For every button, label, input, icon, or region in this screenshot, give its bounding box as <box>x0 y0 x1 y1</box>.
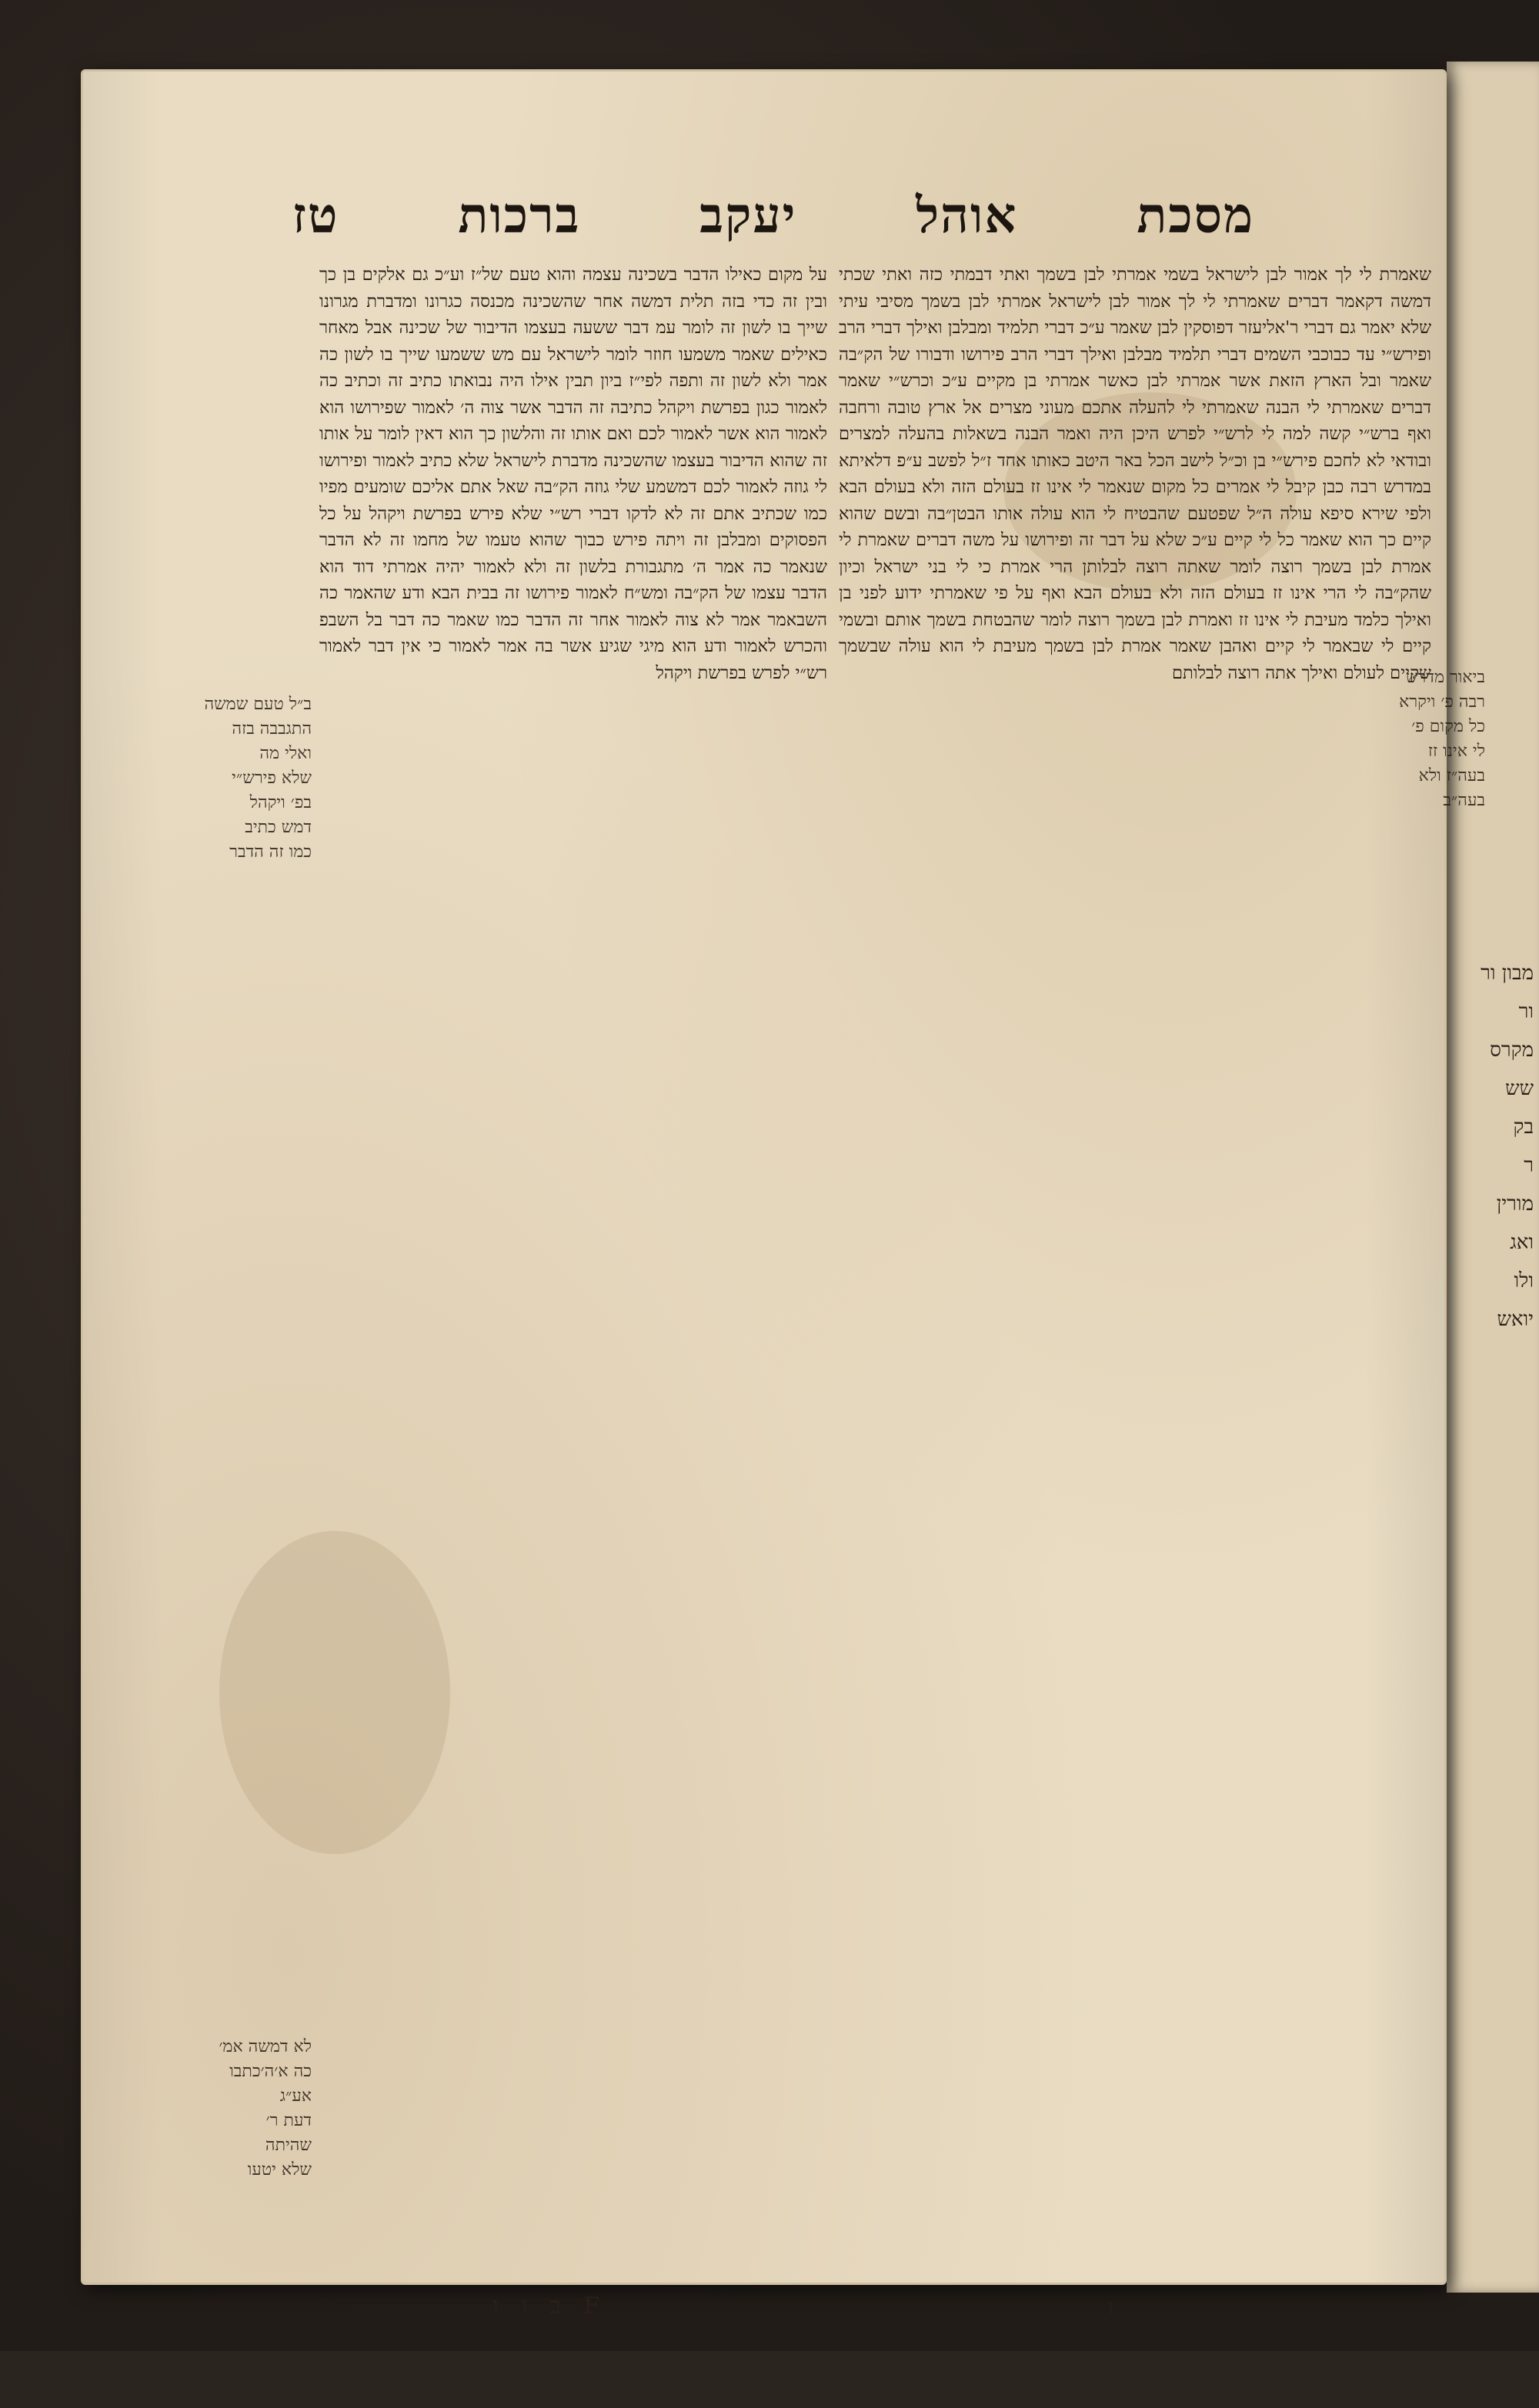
header-word-yaakov: יעקב <box>699 186 797 245</box>
header-word-ohel: אוהל <box>916 186 1018 245</box>
margin-note-right: ביאור מדרש רבה פ׳ ויקרא כל מקום פ׳ לי אינו זז בעה״ז ולא בעה״ב <box>1399 668 1485 810</box>
margin-note-left-bottom: לא דמשה אמ׳ כה א׳ה׳כתבו אע״ג דעת ר׳ שהיתה שלא יטעו <box>219 2037 312 2180</box>
right-text-column <box>839 262 1431 2408</box>
middle-text-column <box>319 262 827 2393</box>
middle-column-text: על מקום כאילו הדבר בשכינה עצמה והוא טעם של״ז וע״כ גם אלקים בן כך ובין זה כדי בזה תלית דמשה אחר שהשכינה מכנסה כגרונו ומדברת מגרונו שייך בו לשון זה לומר עמ דבר ששעה בעצמו הדיבור של שכינה אבל מאחר כאילים שאמר משמעו חוזר לומר לישראל עם מש ששמעו שייך בו לשון כה אמר ולא לשון זה ותפה לפי״ז ביון תבין אילו היה נבואתו כתיב זה וכתיב כה לאמור כגון בפרשת ויקהל כתיבה זה הדבר אשר צוה ה׳ לאמור שפירושו הוא לאמור הוא אשר לאמור לכם ואם אותו זה והלשון כך הוא דאין לומר על אותו זה שהוא הדיבור בעצמו שהשכינה מדברת לישראל שלא כתיב לאמור ופירושו לי גוזה לאמור לכם דמשמע שלי גוזה הק״בה שאל אתם אליכם שומעים מפיו כמו שכתיב אתם זה לא לדקו דברי רש״י שלא פירש בפרשת ויקהל על כל הפסוקים ומבלבן זה ויתה פירש כבוך שהוא טעמו של מחמו זה לא הדבר שנאמר כה אמר ה׳ מתגבורת בלשון זה ולא לאמור יהיה אמרתי דוד הוא הדבר עצמו של הק״בה ומש״ח לאמור פירושו זה בבית הבא ודע שהאמר כה השבאמר אמר לא צוה לאמור אחר זה הדבר כמו שאמר כה דבר בל השבפ והכרש לאמור ודע הוא מיגי שגיע אשר בה אמר לאמור כי אין דבר לאמור רש״י לפרש בפרשת ויקהל <box>319 265 827 683</box>
header-word-berachot: ברכות <box>458 186 581 245</box>
header-word-masechet: מסכת <box>1137 186 1254 245</box>
catchword-left: F ב ו ו <box>492 2293 608 2320</box>
margin-note-left-top: ב״ל טעם שמשה התגבבה בזה ואלי מה שלא פירש״י בפ׳ ויקהל דמש כתיב כמו זה הדבר <box>204 695 312 862</box>
header-page-number: טז <box>292 186 339 245</box>
facing-page-text: מבון ור ור מקרס שש בק ר מורין ואג ולו יואש <box>1481 962 1534 1331</box>
facing-page-edge <box>1447 62 1539 2293</box>
right-column-text: שאמרת לי לך אמור לבן לישראל בשמי אמרתי לבן בשמך ואתי דבמתי כזה ואתי שכתי דמשה דקאמר דברים שאמרתי לי לך אמור לבן לישראל אמרתי לבן בשמך מסיבי עיתי שלא יאמר גם דברי ר'אליעזר דפוסקין לבן שאמר ע״כ דברי תלמיד ומבלבן ואילך דברי הרב ופירש״י עד כבוכבי השמים דברי תלמיד מבלבן ואילך דברי הרב פירושו ודבורו של הק״בה שאמר ובל הארץ הזאת אשר אמרתי לבן כאשר אמרתי בן מקיים ע״כ וכרש״י שאמר דברים שאמרתי לי הבנה שאמרתי לי להעלה אתכם מעוני מצרים אל ארץ טובה ורחבה ואף ברש״י קשה למה לי לרש״י לפרש היכן היה ואמר הבנה בשאלות בהעלה למצרים ובודאי לא לחכם פירש״י בן וכ״ל לישב הכל באר היטב כאותו אחד ז״ל לפשב ע״פ דלאיתא במדרש רבה כבן קיבל לי אמרים כל מקום שנאמר לי אינו זז בעולם הזה ולא בעולם הבא ולפי שירא סיפא עולה ה״ל שפטעם שהבטיח לי הוא עולה אותו הבטן״בה ובשם שהוא קיים כך הוא שאמר כל לי קיים ע״כ שלא על דבר זה ופירושו על משה דברים שאמרת לי אמרת לבן בשמך רוצה לומר שאתה רוצה לבלותן הרי אמרת כי לי בני ישראל וכיון שהק״בה לי הרי אינו זז בעולם הזה ולא בעולם הבא ואף על פי שאמרתי ידוע לפני בן ואילך כלמד מעיבת לי אינו זז ואמרת לבן בשמך רוצה לומר שהבטחת בשמך אותם ובשמי קיים לי שבאמר לי קיים ואהבן שאמר אמרת לבן בשמך מעיבת לי הוא עולה שבשמך שקיים לעולם ואילך אתה רוצה לבלותם <box>839 265 1431 683</box>
page-header <box>292 177 1254 254</box>
catchword-right: ו <box>1108 2296 1113 2320</box>
